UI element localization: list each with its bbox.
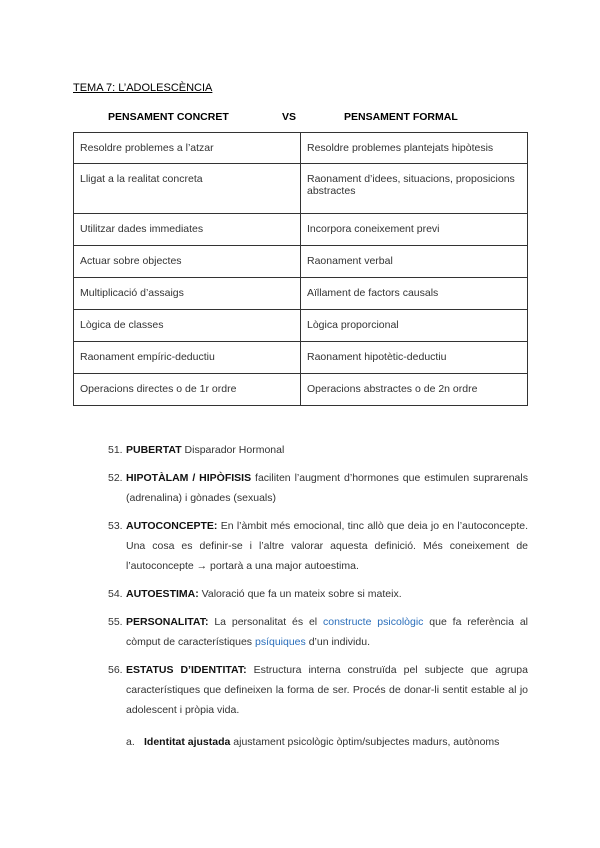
- list-term: ESTATUS D’IDENTITAT:: [126, 664, 247, 676]
- list-text: La personalitat és el: [208, 616, 323, 628]
- list-item: [108, 440, 528, 460]
- sub-list-item: [126, 736, 499, 748]
- table-cell-left: Resoldre problemes a l’atzar: [74, 133, 301, 164]
- table-row: [74, 133, 528, 164]
- page-title: TEMA 7: L’ADOLESCÈNCIA: [73, 82, 213, 94]
- table-row: [74, 164, 528, 214]
- list-item: [108, 660, 528, 720]
- list-term: AUTOESTIMA:: [126, 588, 199, 600]
- table-row: [74, 374, 528, 406]
- list-term: PERSONALITAT:: [126, 616, 209, 628]
- table-row: [74, 278, 528, 310]
- table-cell-right: Raonament d’idees, situacions, proposicions abstractes: [301, 164, 528, 214]
- list-number: 56.: [108, 664, 123, 676]
- table-row: [74, 246, 528, 278]
- numbered-list: [108, 440, 528, 728]
- table-cell-left: Utilitzar dades immediates: [74, 214, 301, 246]
- list-item: [108, 516, 528, 576]
- table-cell-right: Aïllament de factors causals: [301, 278, 528, 310]
- table-cell-left: Operacions directes o de 1r ordre: [74, 374, 301, 406]
- table-row: [74, 214, 528, 246]
- sub-term: Identitat ajustada: [144, 736, 231, 748]
- table-cell-right: Incorpora coneixement previ: [301, 214, 528, 246]
- list-number: 54.: [108, 588, 123, 600]
- list-number: 51.: [108, 444, 123, 456]
- link-psiquiques[interactable]: psíquiques: [254, 636, 306, 648]
- list-number: 53.: [108, 520, 123, 532]
- list-text: En l’àmbit més emocional, tinc allò que deia jo en l’autoconcepte. Una cosa es definir-se i l’altre valorar aquesta definició. Més coneixement de l’autoconcepte → portarà a una major autoestima.: [126, 520, 528, 572]
- table-cell-left: Lligat a la realitat concreta: [74, 164, 301, 214]
- header-concrete: PENSAMENT CONCRET: [108, 111, 229, 123]
- list-text: que fa referència al còmput de característiques: [126, 616, 529, 648]
- list-term: HIPOTÀLAM / HIPÒFISIS: [126, 472, 252, 484]
- table-row: [74, 342, 528, 374]
- list-number: 55.: [108, 616, 123, 628]
- comparison-table: [73, 132, 528, 406]
- table-cell-right: Resoldre problemes plantejats hipòtesis: [301, 133, 528, 164]
- list-term: PUBERTAT: [126, 444, 182, 456]
- list-item: [108, 584, 528, 604]
- table-cell-left: Lògica de classes: [74, 310, 301, 342]
- link-constructe-psicologic[interactable]: constructe psicològic: [323, 616, 424, 628]
- list-number: 52.: [108, 472, 123, 484]
- list-text: d’un individu.: [305, 636, 370, 648]
- list-text: Valoració que fa un mateix sobre si mateix.: [198, 588, 402, 600]
- list-text: faciliten l’augment d’hormones que estimulen suprarenals (adrenalina) i gònades (sexuals): [126, 472, 528, 504]
- table-cell-right: Lògica proporcional: [301, 310, 528, 342]
- table-cell-left: Multiplicació d’assaigs: [74, 278, 301, 310]
- table-cell-left: Raonament empíric-deductiu: [74, 342, 301, 374]
- list-term: AUTOCONCEPTE:: [126, 520, 218, 532]
- list-text: Estructura interna construïda pel subjecte que agrupa característiques que defineixen la forma de ser. Procés de donar-li sentit estable al jo adolescent i pròpia vida.: [126, 664, 528, 716]
- list-text: Disparador Hormonal: [181, 444, 285, 456]
- list-item: [108, 612, 528, 652]
- header-formal: PENSAMENT FORMAL: [344, 111, 458, 123]
- table-cell-left: Actuar sobre objectes: [74, 246, 301, 278]
- sub-letter: a.: [126, 736, 135, 748]
- header-vs: VS: [282, 111, 297, 123]
- list-item: [108, 468, 528, 508]
- table-row: [74, 310, 528, 342]
- table-cell-right: Raonament hipotètic-deductiu: [301, 342, 528, 374]
- table-cell-right: Raonament verbal: [301, 246, 528, 278]
- sub-text: ajustament psicològic òptim/subjectes madurs, autònoms: [230, 736, 500, 748]
- table-cell-right: Operacions abstractes o de 2n ordre: [301, 374, 528, 406]
